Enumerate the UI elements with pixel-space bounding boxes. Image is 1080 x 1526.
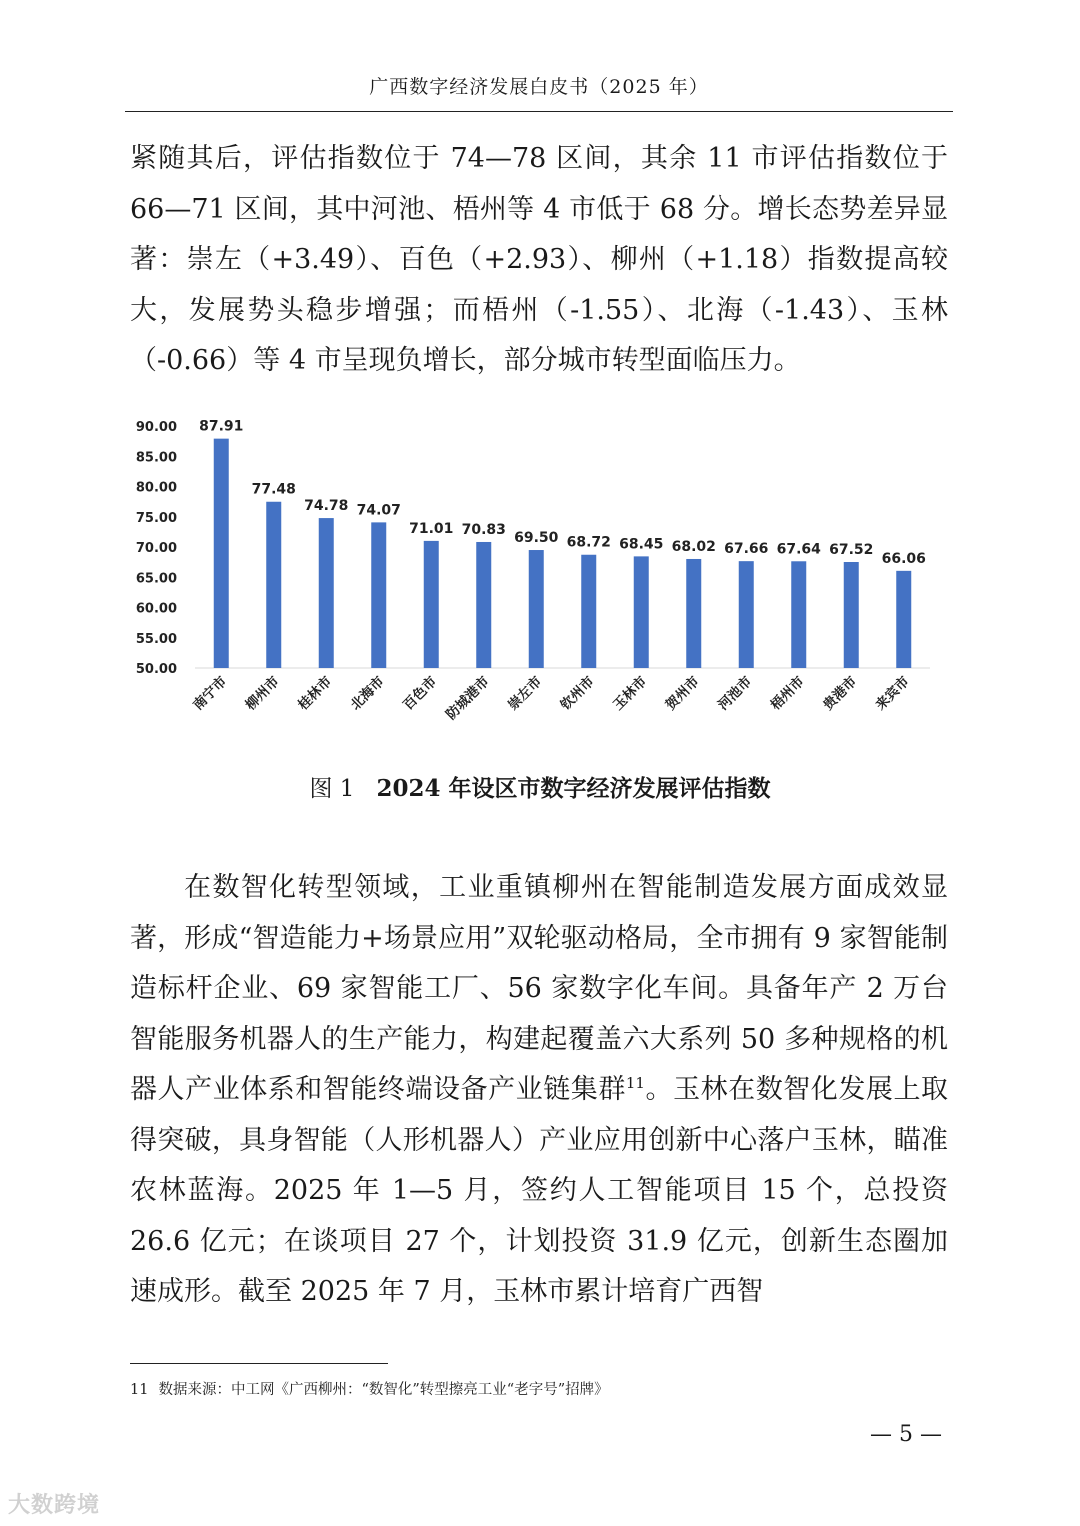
bar [424, 541, 439, 668]
running-header: 广西数字经济发展白皮书（2025 年） [369, 76, 709, 98]
x-tick-label: 梧州市 [767, 673, 808, 714]
bar [319, 518, 334, 668]
bar [266, 502, 281, 668]
data-label: 71.01 [409, 520, 454, 537]
x-tick-label: 柳州市 [242, 673, 283, 714]
bar [581, 555, 596, 668]
x-tick-label: 玉林市 [610, 673, 651, 714]
data-label: 74.78 [304, 498, 349, 515]
x-tick-label: 崇左市 [505, 673, 546, 714]
bar [476, 542, 491, 668]
header-divider [125, 111, 953, 112]
y-tick-label: 60.00 [135, 601, 177, 617]
bar [739, 561, 754, 668]
body-paragraph-1 [130, 134, 948, 387]
y-tick-label: 80.00 [135, 480, 177, 496]
x-tick-label: 百色市 [400, 673, 441, 714]
footnote-reference[interactable]: 11 [625, 1074, 645, 1092]
x-tick-label: 钦州市 [557, 673, 598, 714]
x-tick-label: 贺州市 [662, 673, 703, 714]
data-label: 69.50 [514, 530, 559, 547]
bar-chart-svg [120, 400, 940, 750]
bar [844, 562, 859, 668]
data-label: 68.02 [671, 538, 716, 555]
x-tick-label: 贵港市 [820, 673, 861, 714]
bar [634, 556, 649, 668]
x-tick-label: 北海市 [347, 673, 388, 714]
watermark: 大数跨境 [8, 1493, 101, 1518]
figure-number: 图 1 [309, 776, 355, 802]
data-label: 87.91 [199, 418, 244, 435]
y-tick-label: 85.00 [135, 450, 177, 466]
data-label: 66.06 [881, 550, 926, 567]
figure-caption [0, 770, 1080, 803]
body-paragraph-2 [130, 863, 948, 1318]
data-label: 67.64 [776, 541, 821, 558]
y-tick-label: 70.00 [135, 541, 177, 556]
paragraph-text [130, 863, 948, 1318]
x-tick-label: 河池市 [715, 673, 756, 714]
bar [371, 522, 386, 668]
paragraph-text-part2: 。玉林在数智化发展上取得突破，具身智能（人形机器人）产业应用创新中心落户玉林，瞄准农林蓝海。2025 年 1—5 月，签约人工智能项目 15 个，总投资 26.6 亿元；在谈项目 27 个，计划投资 31.9 亿元，创新生态圈加速成形。截至 2025 年 7 月，玉林市累计培育广西智 [130, 1074, 949, 1307]
y-tick-label: 90.00 [135, 420, 177, 435]
y-tick-label: 50.00 [135, 662, 177, 677]
bar-chart [120, 400, 940, 750]
data-label: 68.45 [619, 536, 664, 553]
figure-caption-text: 2024 年设区市数字经济发展评估指数 [376, 775, 771, 802]
x-tick-label: 南宁市 [190, 673, 231, 714]
footnote-number: 11 [130, 1382, 149, 1398]
paragraph-text-part1: 在数智化转型领域，工业重镇柳州在智能制造发展方面成效显著，形成“智造能力+场景应用”双轮驱动格局，全市拥有 9 家智能制造标杆企业、69 家智能工厂、56 家数字化车间。具备年产 2 万台智能服务机器人的生产能力，构建起覆盖六大系列 50 多种规格的机器人产业体系和智能终端设备产业链集群 [130, 872, 948, 1105]
page-number: — 5 — [870, 1422, 942, 1447]
x-tick-label: 防城港市 [443, 673, 493, 724]
bar [529, 550, 544, 668]
bar [896, 571, 911, 668]
footnote-divider [130, 1363, 388, 1364]
data-label: 74.07 [356, 502, 401, 519]
bar [686, 559, 701, 668]
data-label: 67.52 [829, 542, 874, 559]
data-label: 68.72 [566, 534, 611, 551]
data-label: 70.83 [461, 521, 506, 538]
x-tick-label: 桂林市 [295, 673, 336, 714]
data-label: 67.66 [724, 541, 769, 558]
y-tick-label: 55.00 [135, 631, 177, 647]
y-tick-label: 75.00 [135, 510, 177, 526]
x-tick-label: 来宾市 [872, 673, 913, 714]
footnote-text: 数据来源：中工网《广西柳州：“数智化”转型擦亮工业“老字号”招牌》 [158, 1382, 609, 1398]
footnote [130, 1378, 609, 1399]
bar [791, 561, 806, 668]
y-tick-label: 65.00 [135, 571, 177, 587]
paragraph-text: 紧随其后，评估指数位于 74—78 区间，其余 11 市评估指数位于 66—71 区间，其中河池、梧州等 4 市低于 68 分。增长态势差异显著：崇左（+3.49）、百色（+2.93）、柳州（+1.18）指数提高较大，发展势头稳步增强；而梧州（-1.55）、北海（-1.43）、玉林（-0.66）等 4 市呈现负增长，部分城市转型面临压力。 [130, 143, 948, 376]
data-label: 77.48 [251, 481, 296, 498]
bar [214, 439, 229, 668]
